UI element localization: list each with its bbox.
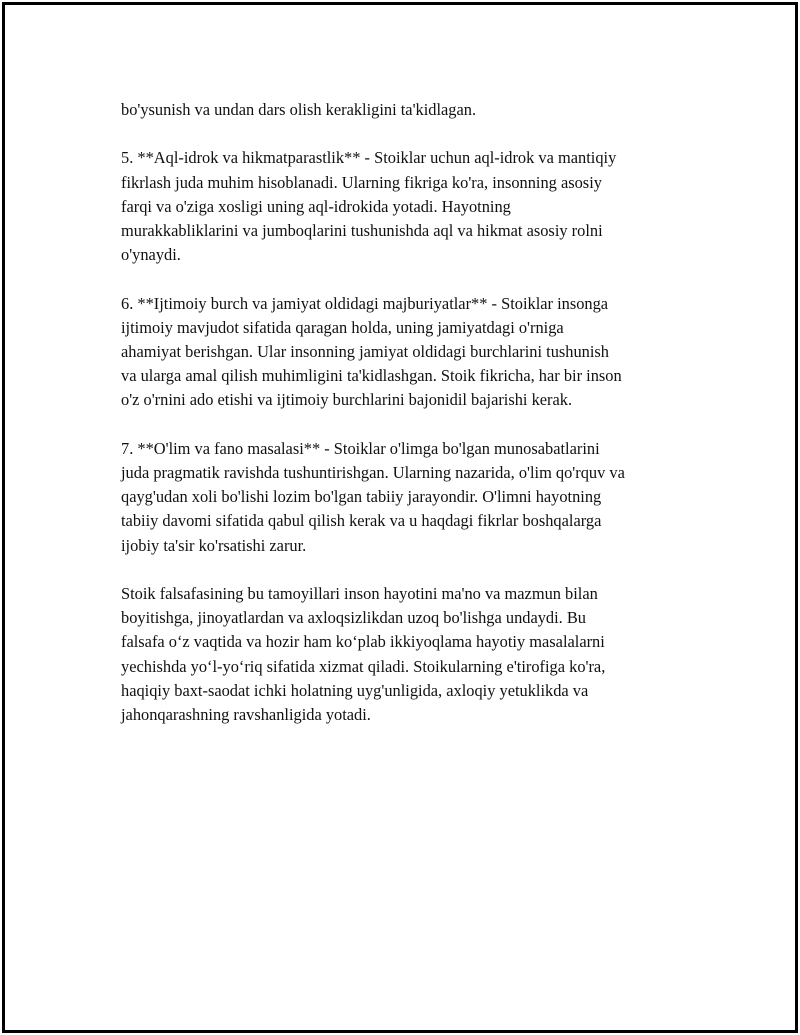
paragraph-conclusion: Stoik falsafasining bu tamoyillari inson hayotini ma'no va mazmun bilan boyitishga, jinoyatlardan va axloqsizlikdan uzoq bo'lishga undaydi. Bu falsafa o‘z vaqtida va hozir ham ko‘plab ikkiyoqlama hayotiy masalalarni yechishda yo‘l-yo‘riq sifatida xizmat qiladi. Stoikularning e'tirofiga ko'ra, haqiqiy baxt-saodat ichki holatning uyg'unligida, axloqiy yetuklikda va jahonqarashning ravshanligida yotadi. (121, 584, 606, 725)
document-body (121, 98, 701, 751)
page-frame (2, 2, 798, 1033)
paragraph-item-6: 6. **Ijtimoiy burch va jamiyat oldidagi majburiyatlar** - Stoiklar insonga ijtimoiy mavjudot sifatida qaragan holda, uning jamiyatdagi o'rniga ahamiyat berishgan. Ular insonning jamiyat oldidagi burchlarini tushunish va ularga amal qilish muhimligini ta'kidlashgan. Stoik fikricha, har bir inson o'z o'rnini ado etishi va ijtimoiy burchlarini bajonidil bajarishi kerak. (121, 293, 622, 410)
paragraph-item-7: 7. **O'lim va fano masalasi** - Stoiklar o'limga bo'lgan munosabatlarini juda pragmatik ravishda tushuntirishgan. Ularning nazarida, o'lim qo'rquv va qayg'udan xoli bo'lishi lozim bo'lgan tabiiy jarayondir. O'limni hayotning tabiiy davomi sifatida qabul qilish kerak va u haqdagi fikrlar boshqalarga ijobiy ta'sir ko'rsatishi zarur. (121, 438, 625, 555)
paragraph-continuation: bo'ysunish va undan dars olish kerakligini ta'kidlagan. (121, 100, 477, 119)
paragraph-item-5: 5. **Aql-idrok va hikmatparastlik** - Stoiklar uchun aql-idrok va mantiqiy fikrlash juda muhim hisoblanadi. Ularning fikriga ko'ra, insonning asosiy farqi va o'ziga xosligi uning aql-idrokida yotadi. Hayotning murakkabliklarini va jumboqlarini tushunishda aql va hikmat asosiy rolni o'ynaydi. (121, 148, 617, 265)
